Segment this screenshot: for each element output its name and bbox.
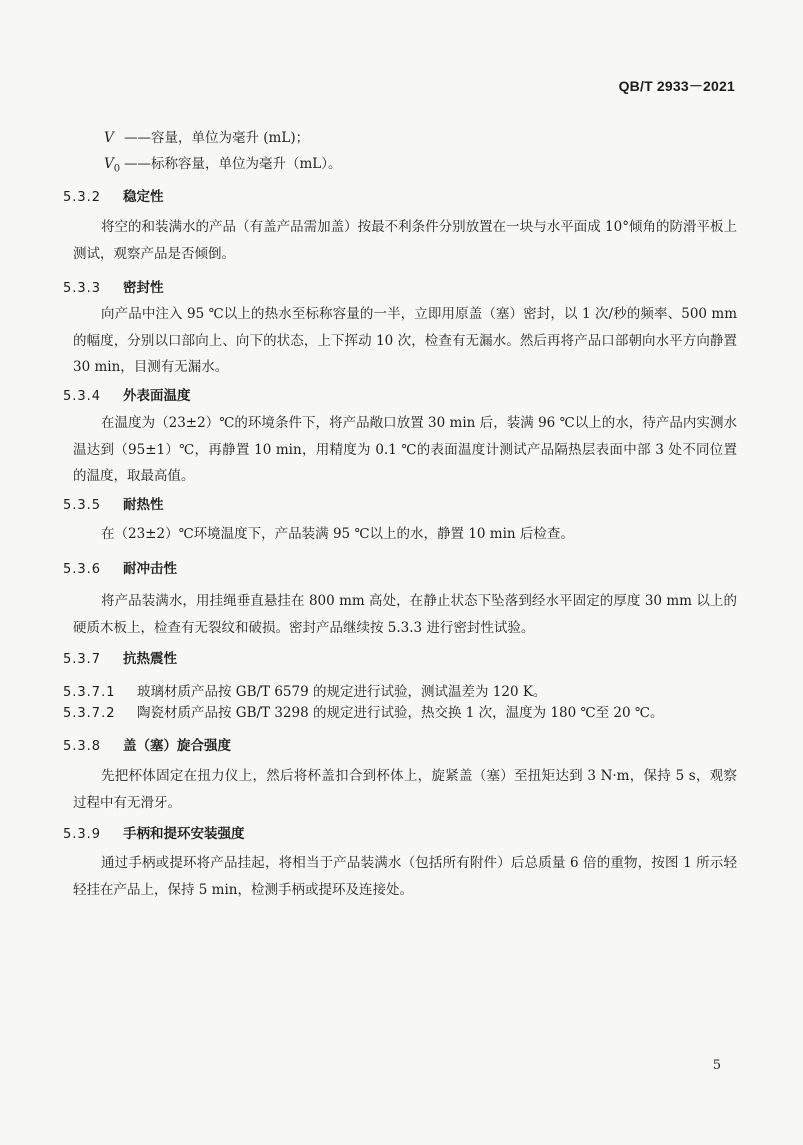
section-body-5-3-4: 在温度为（23±2）℃的环境条件下，将产品敞口放置 30 min 后，装满 96 ℃以上的水，待产品内实测水温达到（95±1）℃，再静置 10 min，用精度为 0.1 ℃的表面温度计测试产品隔热层表面中部 3 处不同位置的温度，取最高值。 [73, 415, 737, 484]
definition-text: ——容量，单位为毫升 (mL)； [124, 130, 310, 146]
section-heading-5-3-7: 5.3.7 抗热震性 [63, 651, 177, 667]
section-body-5-3-6: 将产品装满水，用挂绳垂直悬挂在 800 mm 高处，在静止状态下坠落到经水平固定的厚度 30 mm 以上的硬质木板上，检查有无裂纹和破损。密封产品继续按 5.3.3 进行密封性试验。 [73, 593, 737, 636]
definition-volume [104, 126, 309, 146]
section-heading-5-3-9: 5.3.9 手柄和提环安装强度 [63, 826, 245, 842]
standard-code: QB/T 2933－2021 [618, 78, 735, 94]
subsection-5-3-7-2: 5.3.7.2 陶瓷材质产品按 GB/T 3298 的规定进行试验，热交换 1 次，温度为 180 ℃至 20 ℃。 [63, 705, 664, 721]
section-heading-5-3-3: 5.3.3 密封性 [63, 280, 164, 296]
section-heading-5-3-8: 5.3.8 盖（塞）旋合强度 [63, 738, 231, 754]
section-body-5-3-5: 在（23±2）℃环境温度下，产品装满 95 ℃以上的水，静置 10 min 后检查。 [101, 526, 574, 542]
section-body-5-3-8: 先把杯体固定在扭力仪上，然后将杯盖扣合到杯体上，旋紧盖（塞）至扭矩达到 3 N·m，保持 5 s，观察过程中有无滑牙。 [73, 768, 737, 811]
page-number: 5 [712, 1058, 721, 1073]
definition-symbol: $V_0$ [104, 156, 121, 175]
definition-text: ——标称容量，单位为毫升（mL）。 [124, 156, 342, 172]
section-heading-5-3-4: 5.3.4 外表面温度 [63, 388, 191, 404]
definition-symbol: V [104, 130, 114, 146]
subsection-5-3-7-1: 5.3.7.1 玻璃材质产品按 GB/T 6579 的规定进行试验，测试温差为 120 K。 [63, 684, 547, 700]
section-heading-5-3-5: 5.3.5 耐热性 [63, 497, 164, 513]
section-body-5-3-2: 将空的和装满水的产品（有盖产品需加盖）按最不利条件分别放置在一块与水平面成 10°倾角的防滑平板上测试，观察产品是否倾倒。 [73, 219, 737, 262]
section-body-5-3-3: 向产品中注入 95 ℃以上的热水至标称容量的一半，立即用原盖（塞）密封，以 1 次/秒的频率、500 mm 的幅度，分别以口部向上、向下的状态，上下挥动 10 次，检查有无漏水。然后再将产品口部朝向水平方向静置 30 min，目测有无漏水。 [73, 306, 737, 375]
section-heading-5-3-2: 5.3.2 稳定性 [63, 189, 164, 205]
section-heading-5-3-6: 5.3.6 耐冲击性 [63, 561, 177, 577]
section-body-5-3-9: 通过手柄或提环将产品挂起，将相当于产品装满水（包括所有附件）后总质量 6 倍的重物，按图 1 所示轻轻挂在产品上，保持 5 min，检测手柄或提环及连接处。 [73, 855, 737, 898]
definition-nominal-volume [104, 152, 342, 175]
